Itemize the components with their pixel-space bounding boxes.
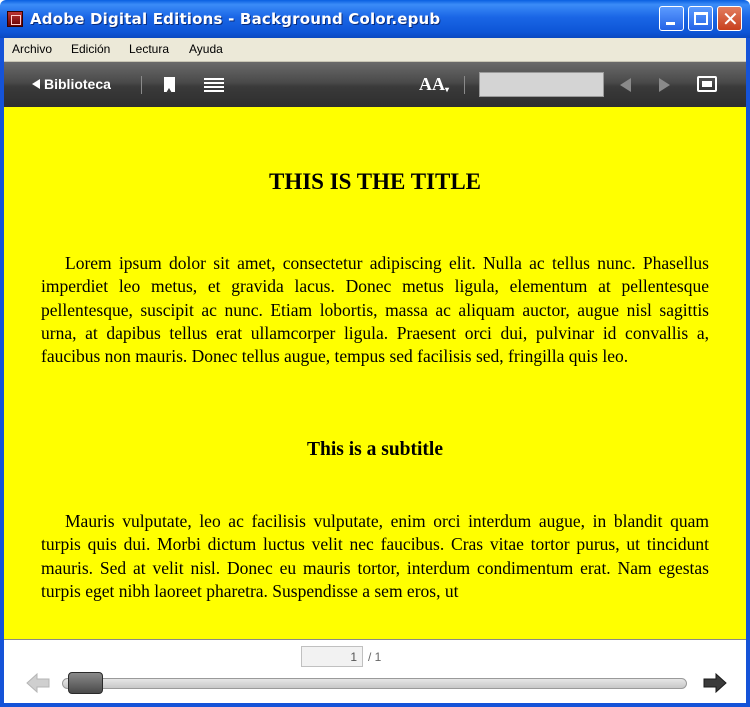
font-size-icon[interactable]: AA▾	[419, 74, 450, 94]
book-page[interactable]	[4, 107, 746, 640]
close-button[interactable]	[717, 6, 742, 31]
menu-ayuda[interactable]: Ayuda	[189, 42, 223, 56]
library-label: Biblioteca	[44, 76, 111, 92]
window-frame-right	[746, 38, 750, 707]
page-slider-thumb[interactable]	[68, 672, 103, 694]
bookmark-icon[interactable]	[164, 77, 175, 92]
page-slider-track[interactable]	[62, 678, 687, 689]
maximize-button[interactable]	[688, 6, 713, 31]
menu-lectura[interactable]: Lectura	[129, 42, 170, 56]
page-navigation-bar	[4, 641, 746, 703]
fullscreen-icon[interactable]	[697, 76, 717, 92]
book-paragraph: Mauris vulputate, leo ac facilisis vulputate, enim orci interdum augue, in blandit quam turpis quis dui. Morbi dictum luctus velit nec faucibus. Cras vitae tortor purus, ut tincidunt mauris. Sed at velit nisl. Donec eu mauris tortor, interdum condimentum erat. Nam egestas turpis eget nibh laoreet pharetra. Suspendisse a sem eros, ut	[41, 511, 709, 601]
next-page-icon[interactable]	[659, 78, 670, 92]
library-button[interactable]	[32, 76, 111, 92]
maximize-icon	[694, 12, 708, 25]
minimize-button[interactable]	[659, 6, 684, 31]
search-input[interactable]	[479, 72, 604, 97]
book-title: THIS IS THE TITLE	[268, 169, 482, 194]
forward-arrow-icon[interactable]	[702, 672, 728, 694]
minimize-icon	[666, 22, 675, 25]
menu-bar	[4, 38, 746, 62]
toolbar-divider	[141, 76, 142, 94]
menu-edicion[interactable]: Edición	[71, 42, 111, 56]
back-triangle-icon	[32, 79, 40, 89]
window-title: Adobe Digital Editions - Background Color.epub	[30, 10, 441, 28]
back-arrow-icon[interactable]	[25, 672, 51, 694]
previous-page-icon[interactable]	[620, 78, 631, 92]
book-paragraph: Lorem ipsum dolor sit amet, consectetur adipiscing elit. Nulla ac tellus nunc. Phasellus imperdiet leo metus, et gravida lacus. Donec metus ligula, elementum at pellentesque pellentesque, suscipit ac nunc. Etiam lobortis, massa ac aliquam auctor, augue nisl sagittis urna, at dapibus tellus erat ullamcorper ligula. Praesent orci dui, pulvinar id convallis a, faucibus non mauris. Donec tellus augue, tempus sed facilisis sed, fringilla quis leo.	[41, 253, 709, 367]
window-frame-bottom	[0, 703, 750, 707]
page-total: / 1	[368, 650, 382, 664]
close-icon: ✕	[722, 7, 739, 31]
book-subtitle: This is a subtitle	[307, 439, 443, 460]
menu-archivo[interactable]: Archivo	[12, 42, 53, 56]
app-icon[interactable]	[7, 11, 23, 27]
page-number-input[interactable]: 1	[301, 646, 363, 667]
table-of-contents-icon[interactable]	[204, 78, 224, 92]
toolbar-divider	[464, 76, 465, 94]
reader-toolbar	[4, 62, 746, 107]
title-bar[interactable]	[0, 0, 750, 38]
